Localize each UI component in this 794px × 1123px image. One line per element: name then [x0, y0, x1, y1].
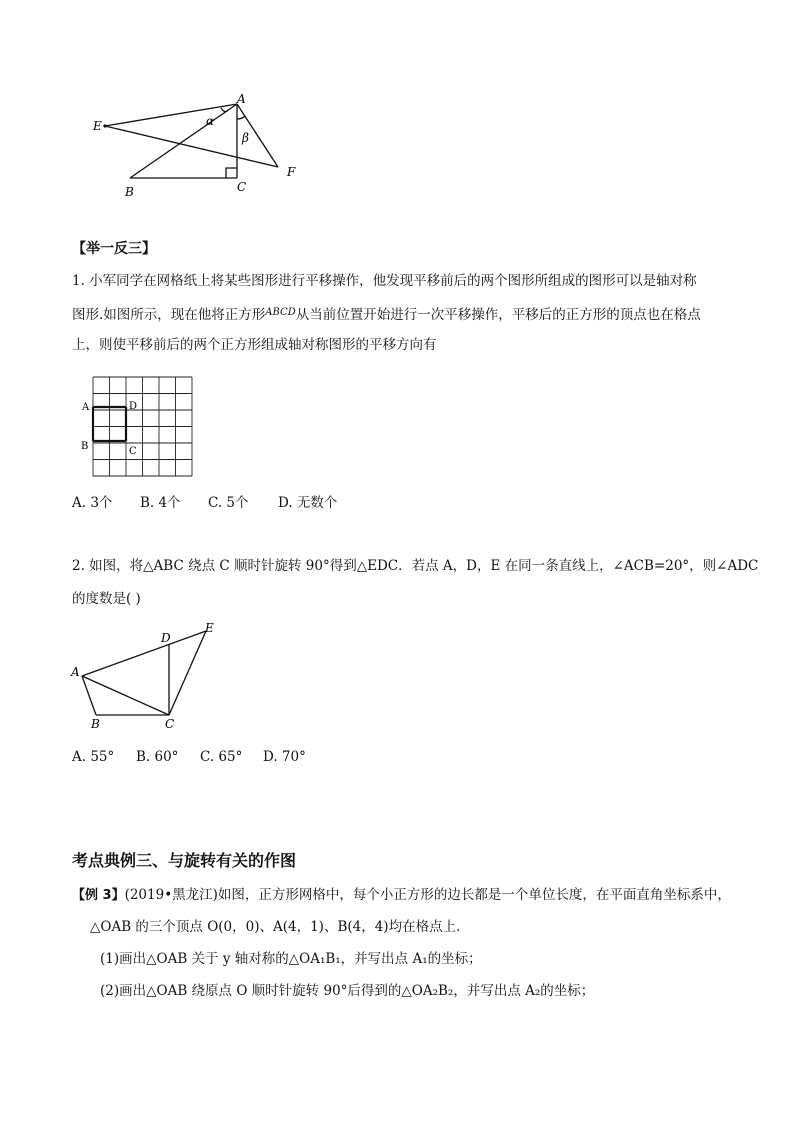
q1-line-2 — [72, 304, 701, 324]
q2-label-a: A — [71, 665, 80, 679]
practice-heading: 【举一反三】 — [72, 241, 156, 257]
angle-beta-arc — [237, 116, 245, 119]
section-title: 考点典例三、与旋转有关的作图 — [72, 851, 297, 870]
label-e: E — [93, 119, 102, 133]
example-part-1: (1)画出△OAB 关于 y 轴对称的△OA₁B₁，并写出点 A₁的坐标； — [100, 951, 482, 967]
example-line-2: △OAB 的三个顶点 O(0，0)、A(4，1)、B(4，4)均在格点上． — [90, 919, 470, 935]
q1-option-d: D. 无数个 — [278, 495, 338, 511]
q2-option-c: C. 65° — [200, 749, 243, 765]
segment-ec — [169, 631, 206, 715]
grid-label-b: B — [81, 441, 89, 452]
segment-ea — [105, 104, 237, 126]
q2-line-2: 的度数是( ) — [72, 591, 141, 607]
q1-option-b: B. 4个 — [140, 495, 181, 511]
q1-grid-figure — [78, 372, 198, 480]
q2-label-e: E — [205, 621, 214, 635]
label-a: A — [237, 92, 246, 106]
q2-label-d: D — [161, 631, 171, 645]
right-angle-marker — [226, 168, 237, 178]
segment-ae — [82, 631, 206, 676]
grid-label-a: A — [82, 402, 90, 413]
label-b: B — [125, 185, 134, 199]
figure-triangle-abc-ef — [85, 92, 310, 204]
grid-label-c: C — [129, 446, 137, 457]
q1-line-2-b: 从当前位置开始进行一次平移操作，平移后的正方形的顶点也在格点 — [295, 307, 701, 323]
q1-line-2-a: 图形.如图所示，现在他将正方形 — [72, 307, 266, 323]
label-c: C — [237, 180, 247, 194]
q1-line-3: 上，则使平移前后的两个正方形组成轴对称图形的平移方向有 — [72, 337, 437, 353]
label-f: F — [287, 165, 296, 179]
q2-figure-rotation — [68, 618, 228, 733]
q2-option-d: D. 70° — [263, 749, 306, 765]
q2-label-c: C — [165, 717, 175, 731]
label-alpha: α — [206, 114, 215, 128]
segment-ef — [105, 126, 278, 167]
angle-alpha-arc — [221, 108, 228, 112]
q1-line-1: 1. 小军同学在网格纸上将某些图形进行平移操作，他发现平移前后的两个图形所组成的图形可以是轴对称 — [72, 273, 697, 289]
q2-option-b: B. 60° — [136, 749, 179, 765]
example-line-1-text: (2019•黑龙江)如图，正方形网格中，每个小正方形的边长都是一个单位长度，在平面直角坐标系中， — [124, 887, 731, 903]
q2-label-b: B — [91, 717, 100, 731]
segment-ac — [82, 676, 169, 715]
label-beta: β — [242, 131, 249, 145]
q1-square-name: ABCD — [265, 307, 296, 318]
segment-ba — [130, 104, 237, 178]
example-line-1 — [72, 886, 731, 905]
q2-line-1: 2. 如图，将△ABC 绕点 C 顺时针旋转 90°得到△EDC．若点 A，D，E 在同一条直线上，∠ACB=20°，则∠ADC — [72, 558, 759, 574]
q1-option-a: A. 3个 — [72, 495, 113, 511]
grid-label-d: D — [129, 401, 138, 412]
q2-option-a: A. 55° — [72, 749, 115, 765]
example-tag: 【例 3】 — [72, 888, 125, 903]
example-part-2: (2)画出△OAB 绕原点 O 顺时针旋转 90°后得到的△OA₂B₂，并写出点 A₂的坐标； — [100, 983, 595, 999]
q1-option-c: C. 5个 — [208, 495, 249, 511]
